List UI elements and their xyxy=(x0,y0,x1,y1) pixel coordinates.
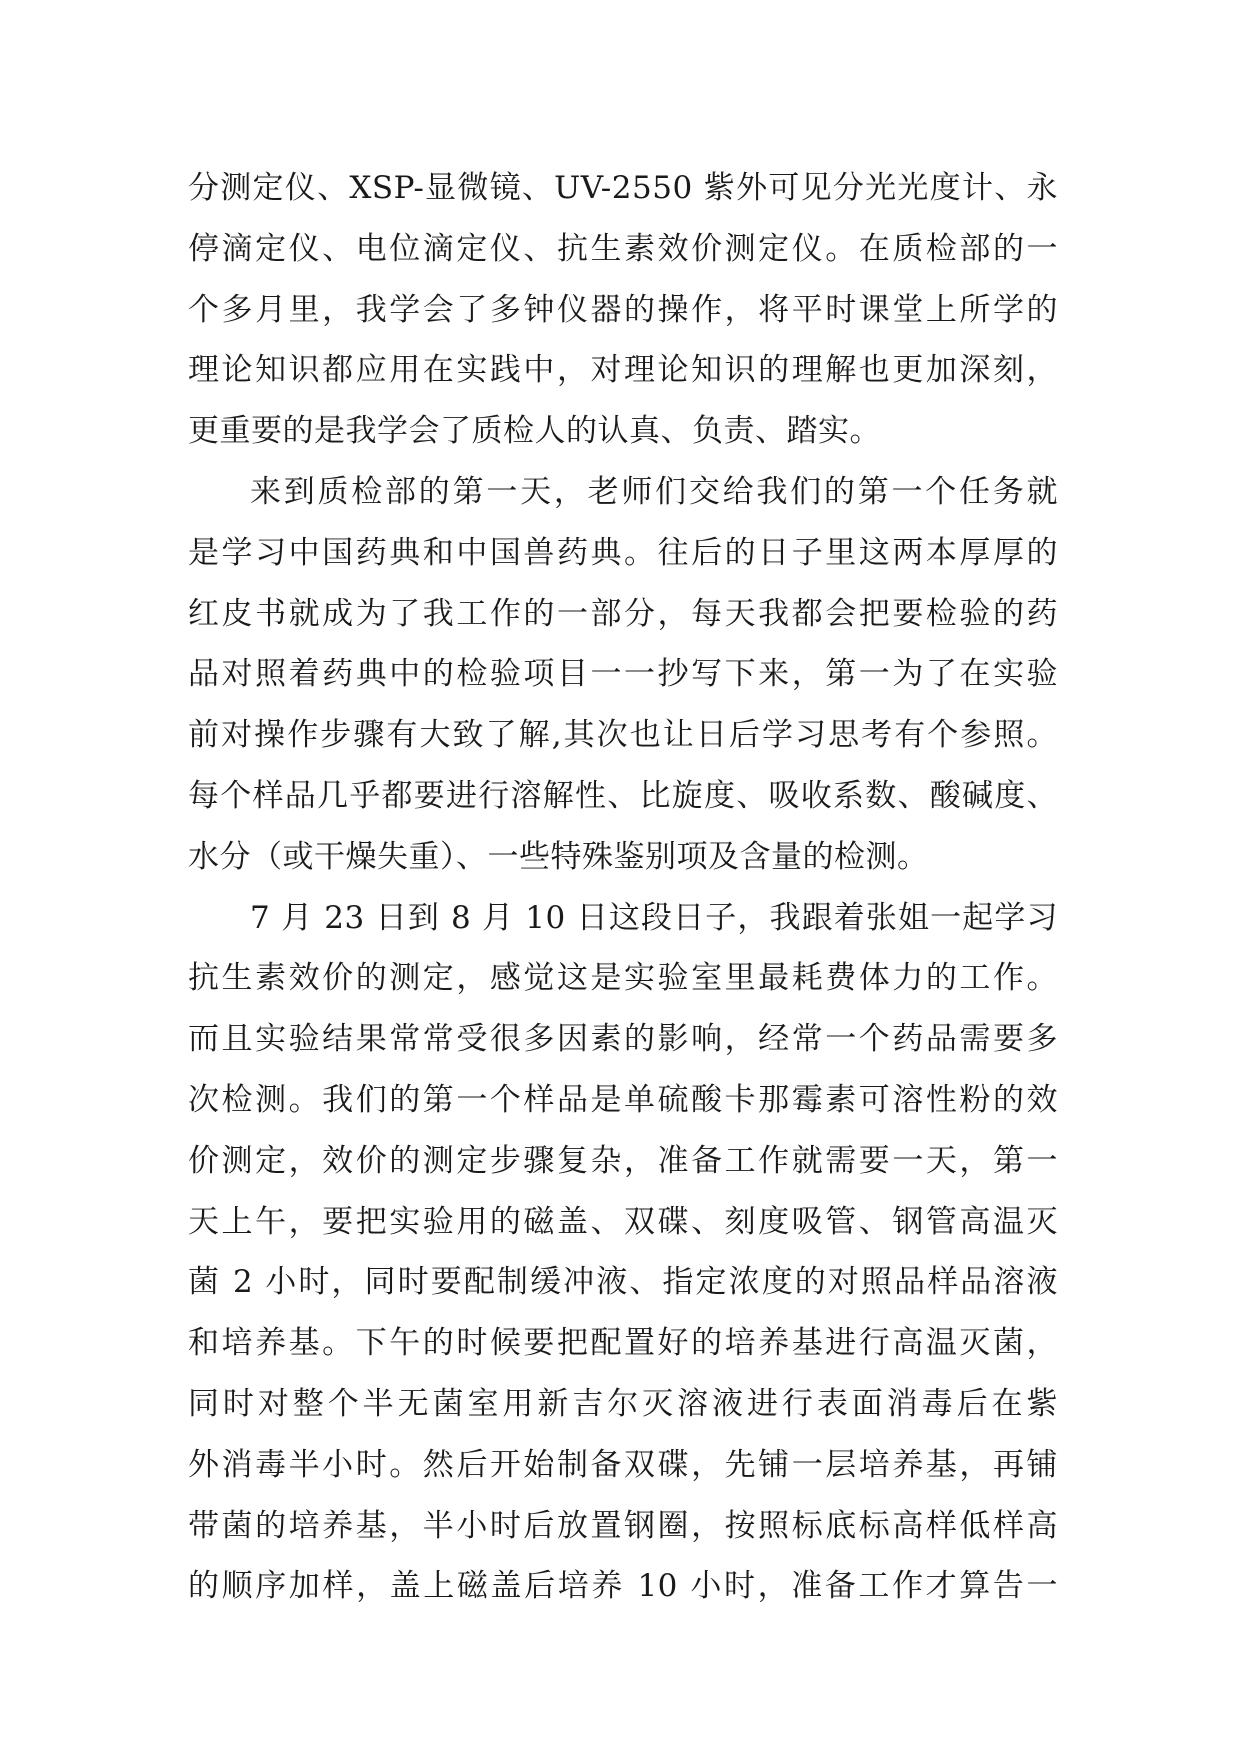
text-line: 外消毒半小时。然后开始制备双碟，先铺一层培养基，再铺 xyxy=(188,1446,1058,1483)
text-line: 次检测。我们的第一个样品是单硫酸卡那霉素可溶性粉的效 xyxy=(188,1081,1058,1118)
text-line: 个多月里，我学会了多钟仪器的操作，将平时课堂上所学的 xyxy=(188,291,1058,328)
text-line: 每个样品几乎都要进行溶解性、比旋度、吸收系数、酸碱度、 xyxy=(188,777,1058,814)
text-line: 7 月 23 日到 8 月 10 日这段日子，我跟着张姐一起学习 xyxy=(250,899,1058,936)
text-line: 更重要的是我学会了质检人的认真、负责、踏实。 xyxy=(188,413,881,450)
text-line: 品对照着药典中的检验项目一一抄写下来，第一为了在实验 xyxy=(188,656,1058,693)
text-line: 停滴定仪、电位滴定仪、抗生素效价测定仪。在质检部的一 xyxy=(188,230,1058,267)
text-line: 天上午，要把实验用的磁盖、双碟、刻度吸管、钢管高温灭 xyxy=(188,1203,1058,1240)
text-line: 而且实验结果常常受很多因素的影响，经常一个药品需要多 xyxy=(188,1021,1058,1058)
text-line: 前对操作步骤有大致了解,其次也让日后学习思考有个参照。 xyxy=(188,717,1058,754)
text-line: 菌 2 小时，同时要配制缓冲液、指定浓度的对照品样品溶液 xyxy=(188,1264,1058,1301)
text-line: 是学习中国药典和中国兽药典。往后的日子里这两本厚厚的 xyxy=(188,534,1058,571)
text-line: 和培养基。下午的时候要把配置好的培养基进行高温灭菌， xyxy=(188,1325,1058,1362)
text-line: 价测定，效价的测定步骤复杂，准备工作就需要一天，第一 xyxy=(188,1142,1058,1179)
paragraph-3 xyxy=(188,888,1058,1618)
text-line: 分测定仪、XSP-显微镜、UV-2550 紫外可见分光光度计、永 xyxy=(188,170,1058,206)
paragraph-1 xyxy=(188,158,1058,462)
text-line: 同时对整个半无菌室用新吉尔灭溶液进行表面消毒后在紫 xyxy=(188,1385,1058,1422)
text-line: 带菌的培养基，半小时后放置钢圈，按照标底标高样低样高 xyxy=(188,1507,1058,1544)
text-line: 抗生素效价的测定，感觉这是实验室里最耗费体力的工作。 xyxy=(188,960,1058,997)
text-line: 红皮书就成为了我工作的一部分，每天我都会把要检验的药 xyxy=(188,595,1058,632)
text-line: 的顺序加样，盖上磁盖后培养 10 小时，准备工作才算告一 xyxy=(188,1568,1058,1605)
body-text xyxy=(188,158,1058,1617)
text-line: 理论知识都应用在实践中，对理论知识的理解也更加深刻， xyxy=(188,352,1058,389)
paragraph-2 xyxy=(188,462,1058,888)
text-line: 来到质检部的第一天，老师们交给我们的第一个任务就 xyxy=(250,473,1058,510)
text-line: 水分（或干燥失重）、一些特殊鉴别项及含量的检测。 xyxy=(188,838,929,875)
